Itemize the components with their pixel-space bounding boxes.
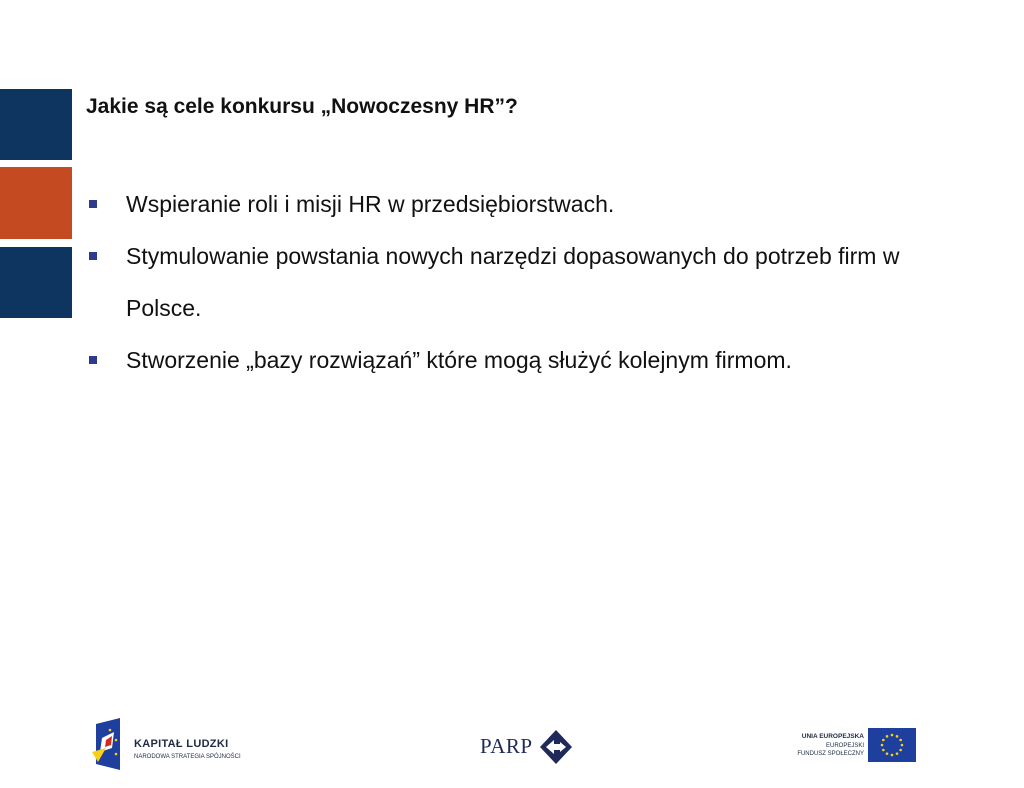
eu-star (899, 749, 902, 752)
eu-line-1: EUROPEJSKI (825, 743, 864, 749)
kapital-ludzki-name: KAPITAŁ LUDZKI (134, 738, 229, 750)
eu-flag-icon (868, 728, 916, 762)
eu-star (901, 744, 904, 747)
square-bullet-icon (89, 252, 97, 260)
eu-star (891, 734, 894, 737)
square-bullet-icon (89, 356, 97, 364)
side-block-navy-top (0, 89, 72, 160)
bullet-list (86, 178, 966, 386)
bullet-item (86, 334, 966, 386)
bullet-item (86, 230, 966, 334)
bullet-text: Wspieranie roli i misji HR w przedsiębiorstwach. (126, 191, 615, 217)
bullet-item (86, 178, 966, 230)
side-block-navy-bottom (0, 247, 72, 318)
bullet-text: Stymulowanie powstania nowych narzędzi dopasowanych do potrzeb firm w Polsce. (126, 243, 900, 321)
parp-logo (480, 730, 580, 764)
slide-title: Jakie są cele konkursu „Nowoczesny HR”? (86, 95, 518, 118)
kapital-ludzki-subtitle: NARODOWA STRATEGIA SPÓJNOŚCI (134, 754, 241, 760)
eu-star (896, 735, 899, 738)
eu-text (797, 732, 864, 758)
eu-star (891, 754, 894, 757)
eu-star (882, 739, 885, 742)
square-bullet-icon (89, 200, 97, 208)
eu-star (899, 739, 902, 742)
eu-star (896, 752, 899, 755)
parp-name: PARP (480, 734, 533, 758)
eu-line-2: FUNDUSZ SPOŁECZNY (797, 751, 864, 757)
side-block-orange (0, 167, 72, 239)
parp-emblem-icon (540, 730, 572, 764)
footer (0, 712, 1024, 776)
eu-star (881, 744, 884, 747)
eu-title: UNIA EUROPEJSKA (801, 733, 864, 740)
kapital-ludzki-emblem-icon (92, 718, 132, 770)
eu-star (886, 735, 889, 738)
eu-logo (770, 728, 916, 766)
eu-star (882, 749, 885, 752)
bullet-text: Stworzenie „bazy rozwiązań” które mogą służyć kolejnym firmom. (126, 347, 792, 373)
eu-star (886, 752, 889, 755)
kapital-ludzki-logo (92, 718, 262, 770)
